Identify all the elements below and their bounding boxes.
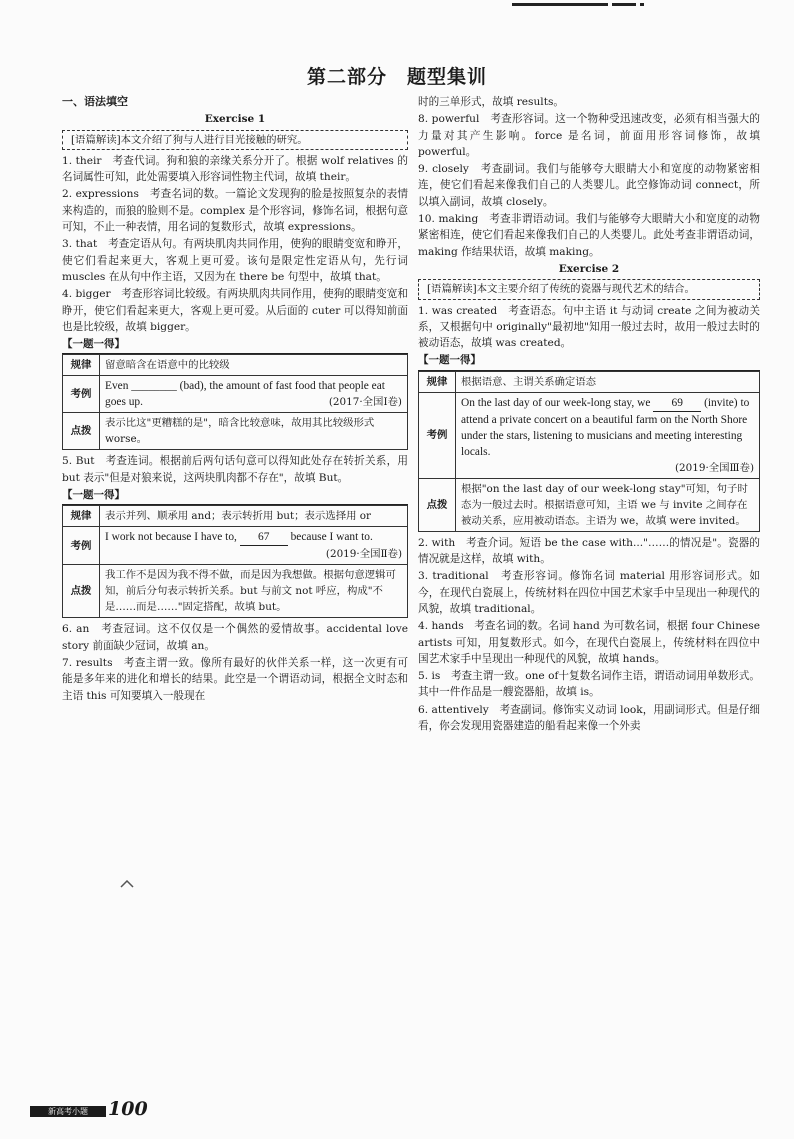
tip-box-heading: 【一题一得】 <box>62 487 408 505</box>
tip-text <box>100 376 408 413</box>
section-heading: 一、语法填空 <box>62 95 128 108</box>
example-source: (2019·全国Ⅱ卷) <box>325 548 402 561</box>
example-source: (2017·全国Ⅰ卷) <box>328 396 402 409</box>
footer-band-label: 新高考小题 <box>30 1106 106 1117</box>
answer-item: 时的三单形式，故填 results。 <box>418 96 564 108</box>
exercise-2-title: Exercise 2 <box>558 262 620 275</box>
tip-label: 规律 <box>419 371 456 392</box>
tip-text <box>100 527 408 565</box>
tip-row-rule <box>419 371 760 392</box>
tip-text: 根据"on the last day of our week-long stay"可知，句子时态为一般过去时。根据语意可知，主语 we 与 invite 之间存在被动关系，应用被动语态。主语为 we，故填 were invited。 <box>456 478 760 531</box>
answer-item: 6. an 考查冠词。这不仅仅是一个偶然的爱情故事。accidental love story 前面缺少冠词，故填 an。 <box>62 623 408 652</box>
tip-text: 我工作不是因为我不得不做，而是因为我想做。根据句意逻辑可知，前后分句表示转折关系。but 与前文 not 呼应，构成"不是……而是……"固定搭配，故填 but。 <box>100 565 408 618</box>
tip-table <box>62 354 408 450</box>
tip-row-example <box>63 527 408 565</box>
page-number: 100 <box>108 1098 148 1120</box>
example-sentence-start: I work not because I have to, <box>105 531 240 544</box>
answer-item: 1. was created 考查语态。句中主语 it 与动词 create 之间为被动关系，又根据句中 originally"最初地"知用一般过去时，故用一般过去时的被动语态，故填 was created。 <box>418 304 760 350</box>
answer-item: 5. is 考查主谓一致。one of十复数名词作主语，谓语动词用单数形式。其中一件作品是一艘瓷器船，故填 is。 <box>418 670 760 699</box>
blank-number: 69 <box>653 395 701 412</box>
answer-item: 6. attentively 考查副词。修饰实义动词 look，用副词形式。但是仔细看，你会发现用瓷器建造的船看起来像一个外卖 <box>418 703 760 733</box>
example-sentence: Even ________ (bad), the amount of fast food that people eat goes up. <box>105 380 385 409</box>
tip-label: 规律 <box>63 355 100 376</box>
answer-item: 3. traditional 考查形容词。修饰名词 material 用形容词形式。如今，在现代白瓷展上，传统材料在四位中国艺术家手中呈现出一种现代的风貌，故填 traditional。 <box>418 570 760 615</box>
tip-label: 点拨 <box>419 478 456 531</box>
answer-item: 3. that 考查定语从句。有两块肌肉共同作用，使狗的眼睛变宽和睁开，使它们看起来更大，客观上更可爱。该句是限定性定语从句，先行词 muscles 在从句中作主语，又因为在 there be 句型中，故填 that。 <box>62 238 408 283</box>
example-sentence-end: because I want to. <box>287 531 373 544</box>
tip-label: 考例 <box>419 392 456 478</box>
tip-text: 表示并列、顺承用 and；表示转折用 but；表示选择用 or <box>100 506 408 527</box>
tip-text: 留意暗含在语意中的比较级 <box>100 355 408 376</box>
answer-item: 1. their 考查代词。狗和狼的亲缘关系分开了。根据 wolf relatives 的名词属性可知，此处需要填入形容词性物主代词，故填 their。 <box>62 154 408 184</box>
answer-item: 5. But 考查连词。根据前后两句话句意可以得知此处存在转折关系，用 but 表示"但是对狼来说，这两块肌肉都不存在"，故填 But。 <box>62 455 408 484</box>
tip-box-heading: 【一题一得】 <box>418 352 760 370</box>
tip-row-example <box>419 392 760 478</box>
answer-item: 2. expressions 考查名词的数。一篇论文发现狗的脸是按照复杂的表情来构造的，而狼的脸则不是。complex 是个形容词，修饰名词，根据句意可知，不止一种表情，用名词的复数形式，故填 expressions。 <box>62 188 408 234</box>
answer-item: 8. powerful 考查形容词。这一个物种受迅速改变，必须有相当强大的力量对其产生影响。force 是名词，前面用形容词修饰，故填 powerful。 <box>418 113 760 158</box>
answer-item: 10. making 考查非谓语动词。我们与能够夸大眼睛大小和宽度的动物紧密相连，使它们看起来像我们自己的人类婴儿。此处考查非谓语动词，making 作结果状语，故填 making。 <box>418 213 760 258</box>
tip-row-rule <box>63 506 408 527</box>
tip-row-hint <box>63 565 408 618</box>
tip-table <box>62 505 408 618</box>
tip-box-heading: 【一题一得】 <box>62 336 408 354</box>
tip-label: 规律 <box>63 506 100 527</box>
tip-label: 点拨 <box>63 565 100 618</box>
exercise-1-intro: [语篇解读]本文介绍了狗与人进行目光接触的研究。 <box>62 130 408 150</box>
top-decoration <box>0 0 794 14</box>
scan-mark-icon <box>120 880 134 888</box>
tip-row-example <box>63 376 408 413</box>
answer-item: 7. results 考查主谓一致。像所有最好的伙伴关系一样，这一次更有可能是多年来的进化和增长的结果。此空是一个谓语动词，根据全文时态和主语 this 可知要填入一般现在 <box>62 656 408 702</box>
answer-item: 4. bigger 考查形容词比较级。有两块肌肉共同作用，使狗的眼睛变宽和睁开，使它们看起来更大，客观上更可爱。从后面的 cuter 可以得知前面也是比较级，故填 bigger。 <box>62 288 408 333</box>
right-column <box>418 94 760 735</box>
tip-text: 根据语意、主谓关系确定语态 <box>456 371 760 392</box>
answer-item: 4. hands 考查名词的数。名词 hand 为可数名词，根据 four Chinese artists 可知，用复数形式。如今，在现代白瓷展上，传统材料在四位中国艺术家手中呈现出一种现代的风貌，故填 hands。 <box>418 620 760 665</box>
example-sentence-start: On the last day of our week-long stay, we <box>461 396 654 409</box>
blank-number: 67 <box>240 529 288 546</box>
tip-row-hint <box>419 478 760 531</box>
tip-table <box>418 371 760 532</box>
tip-row-rule <box>63 355 408 376</box>
page-title: 第二部分 题型集训 <box>306 66 487 88</box>
tip-text <box>456 392 760 478</box>
tip-text: 表示比这"更糟糕的是"，暗含比较意味，故用其比较级形式 worse。 <box>100 413 408 450</box>
example-source: (2019·全国Ⅲ卷) <box>674 461 754 474</box>
tip-label: 考例 <box>63 376 100 413</box>
tip-row-hint <box>63 413 408 450</box>
example-sentence-end: (invite) to attend a private concert on a beautiful farm on the North Shore under the stars, listening to musicians and meeting interesting locals. <box>461 396 750 458</box>
tip-label: 考例 <box>63 527 100 565</box>
page-footer <box>30 1098 150 1122</box>
tip-label: 点拨 <box>63 413 100 450</box>
answer-item: 9. closely 考查副词。我们与能够夸大眼睛大小和宽度的动物紧密相连，使它们看起来像我们自己的人类婴儿。此空修饰动词 connect，所以填入副词，故填 closely。 <box>418 163 760 208</box>
left-column <box>62 94 408 705</box>
exercise-1-title: Exercise 1 <box>204 113 266 126</box>
answer-item: 2. with 考查介词。短语 be the case with..."……的情况是"。瓷器的情况就是这样，故填 with。 <box>418 536 760 566</box>
exercise-2-intro: [语篇解读]本文主要介绍了传统的瓷器与现代艺术的结合。 <box>418 279 760 299</box>
